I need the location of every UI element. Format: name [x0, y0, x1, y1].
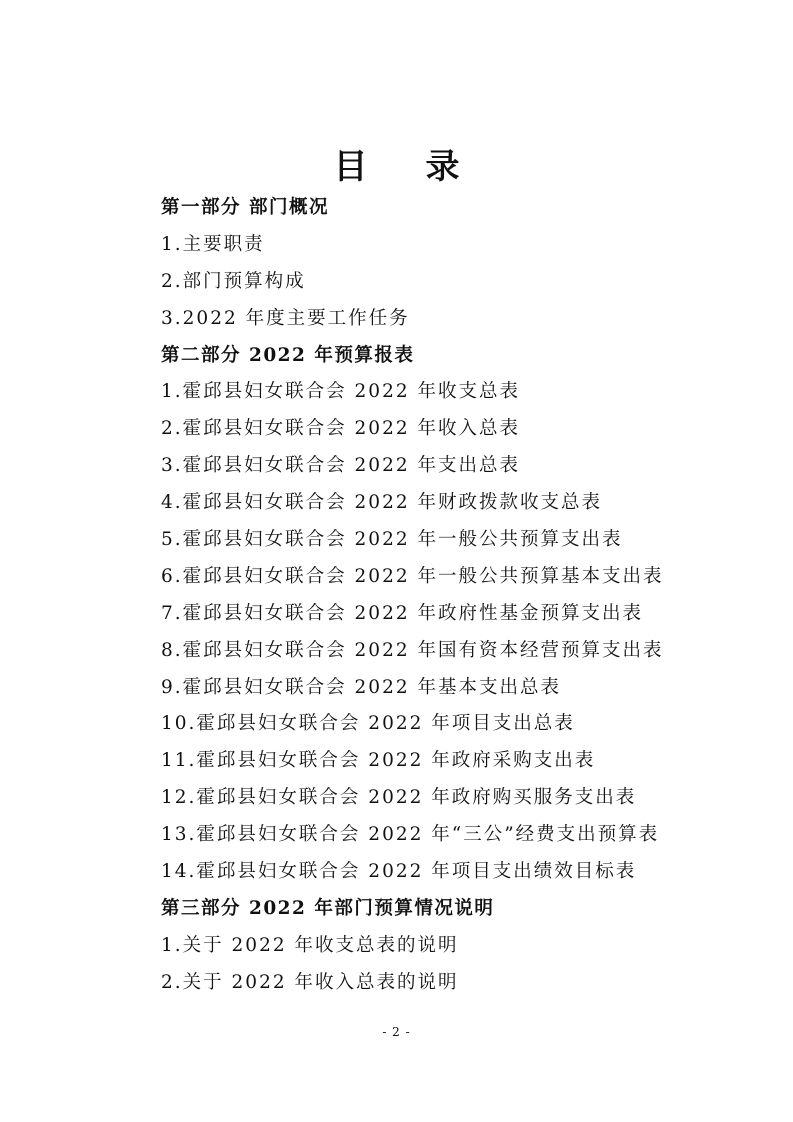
toc-entry: 8.霍邱县妇女联合会 2022 年国有资本经营预算支出表 [161, 639, 664, 661]
page-number: - 2 - [382, 1025, 411, 1039]
toc-section-heading: 第二部分 2022 年预算报表 [161, 344, 415, 366]
toc-title-char-1: 目 [333, 147, 368, 187]
toc-entry: 2.关于 2022 年收入总表的说明 [161, 971, 459, 993]
toc-entry: 1.主要职责 [161, 233, 265, 255]
toc-entry: 9.霍邱县妇女联合会 2022 年基本支出总表 [161, 676, 561, 698]
toc-title [0, 143, 793, 191]
toc-entry: 4.霍邱县妇女联合会 2022 年财政拨款收支总表 [161, 492, 602, 514]
toc-entry: 10.霍邱县妇女联合会 2022 年项目支出总表 [161, 713, 575, 735]
toc-entry: 7.霍邱县妇女联合会 2022 年政府性基金预算支出表 [161, 602, 643, 624]
toc-entry: 11.霍邱县妇女联合会 2022 年政府采购支出表 [161, 750, 596, 772]
toc-entry: 14.霍邱县妇女联合会 2022 年项目支出绩效目标表 [161, 861, 637, 883]
toc-entry: 3.霍邱县妇女联合会 2022 年支出总表 [161, 455, 520, 477]
toc-entry: 2.部门预算构成 [161, 270, 306, 292]
toc-entry: 3.2022 年度主要工作任务 [161, 307, 410, 329]
toc-entry: 12.霍邱县妇女联合会 2022 年政府购买服务支出表 [161, 787, 637, 809]
toc-entry: 5.霍邱县妇女联合会 2022 年一般公共预算支出表 [161, 529, 623, 551]
toc-entry: 13.霍邱县妇女联合会 2022 年“三公”经费支出预算表 [161, 824, 660, 846]
toc-section-heading: 第三部分 2022 年部门预算情况说明 [161, 897, 495, 919]
toc-entry: 6.霍邱县妇女联合会 2022 年一般公共预算基本支出表 [161, 565, 664, 587]
toc-entry: 2.霍邱县妇女联合会 2022 年收入总表 [161, 418, 520, 440]
toc-title-char-2: 录 [425, 147, 460, 187]
toc-entry: 1.关于 2022 年收支总表的说明 [161, 934, 459, 956]
toc-entry: 1.霍邱县妇女联合会 2022 年收支总表 [161, 381, 520, 403]
toc-section-heading: 第一部分 部门概况 [161, 197, 329, 218]
toc-list [161, 190, 761, 1002]
